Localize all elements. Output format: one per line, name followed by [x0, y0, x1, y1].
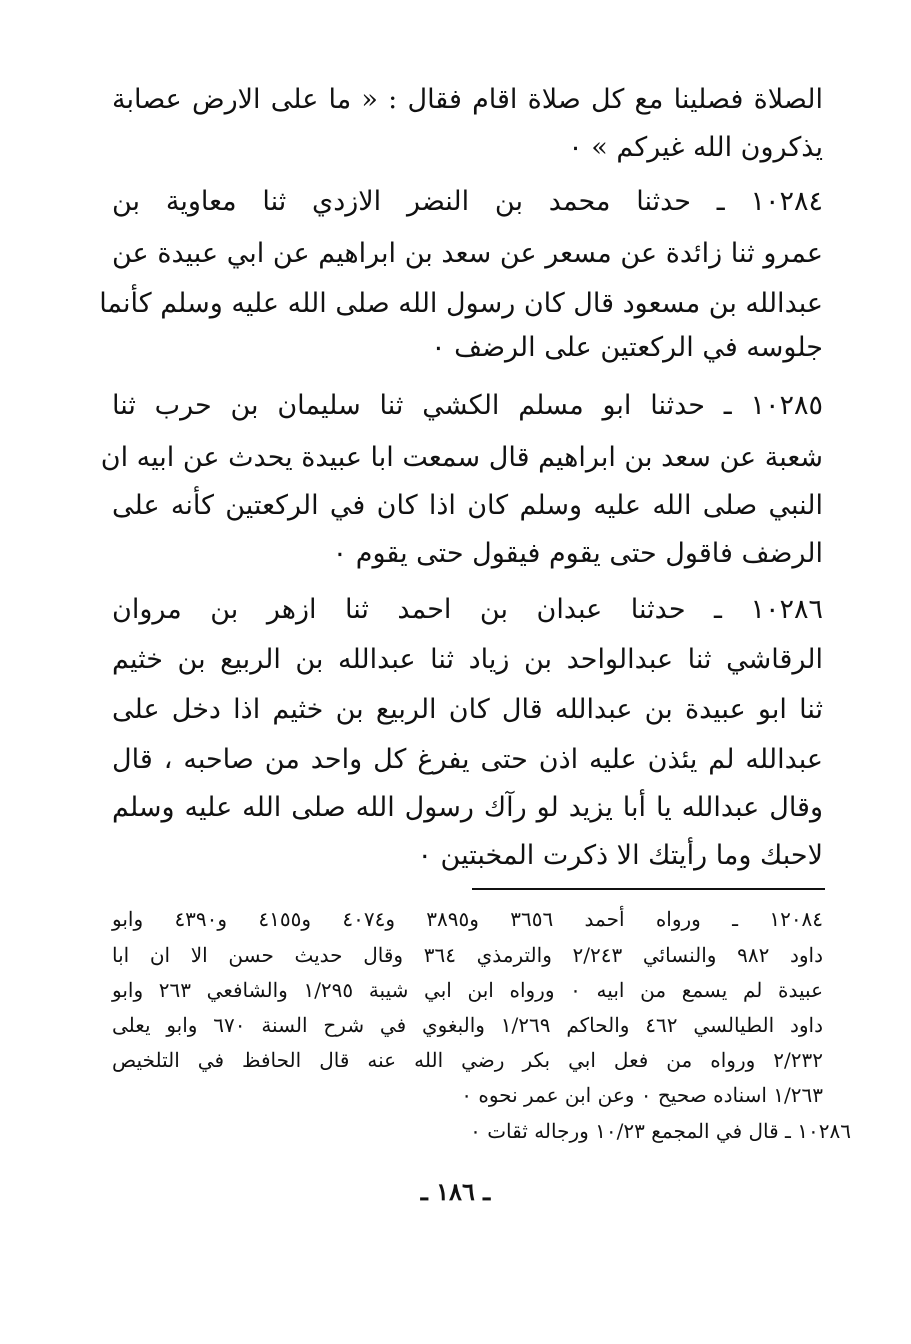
footnote-line: عبيدة لم يسمع من ابيه ٠ ورواه ابن ابي شيبة ١/٢٩٥ والشافعي ٢٦٣ وابو — [112, 978, 823, 1002]
body-line: عبدالله لم يئذن عليه اذن حتى يفرغ كل واحد من صاحبه ، قال — [112, 744, 823, 775]
body-line: الرقاشي ثنا عبدالواحد بن زياد ثنا عبدالله بن الربيع بن خثيم — [112, 644, 823, 675]
footnote-separator — [472, 888, 825, 890]
body-line: وقال عبدالله يا أبا يزيد لو رآك رسول الله صلى الله عليه وسلم — [112, 792, 823, 823]
body-line: عمرو ثنا زائدة عن مسعر عن سعد بن ابراهيم عن ابي عبيدة عن — [112, 238, 823, 269]
footnote-line: داود ٩٨٢ والنسائي ٢/٢٤٣ والترمذي ٣٦٤ وقال حديث حسن الا ان ابا — [112, 943, 823, 967]
hadith-10285-heading: ١٠٢٨٥ ـ حدثنا ابو مسلم الكشي ثنا سليمان بن حرب ثنا — [112, 390, 823, 421]
footnote-line: ١/٢٦٣ اسناده صحيح ٠ وعن ابن عمر نحوه ٠ — [461, 1083, 823, 1107]
hadith-10284-heading: ١٠٢٨٤ ـ حدثنا محمد بن النضر الازدي ثنا معاوية بن — [112, 186, 823, 217]
footnote-line: ١٠٢٨٦ ـ قال في المجمع ١٠/٢٣ ورجاله ثقات ٠ — [470, 1119, 851, 1143]
body-line: لاحبك وما رأيتك الا ذكرت المخبتين ٠ — [417, 840, 823, 871]
body-line: النبي صلى الله عليه وسلم كان اذا كان في الركعتين كأنه على — [112, 490, 823, 521]
hadith-10286-heading: ١٠٢٨٦ ـ حدثنا عبدان بن احمد ثنا ازهر بن مروان — [112, 594, 823, 625]
body-line: شعبة عن سعد بن ابراهيم قال سمعت ابا عبيدة يحدث عن ابيه ان — [100, 442, 823, 473]
page-number: ـ ١٨٦ ـ — [420, 1177, 491, 1206]
body-line: الصلاة فصلينا مع كل صلاة اقام فقال : « ما على الارض عصابة — [112, 84, 823, 115]
body-line: الرضف فاقول حتى يقوم فيقول حتى يقوم ٠ — [332, 538, 823, 569]
body-line: يذكرون الله غيركم » ٠ — [568, 132, 823, 163]
body-line: ثنا ابو عبيدة بن عبدالله قال كان الربيع بن خثيم اذا دخل على — [112, 694, 823, 725]
footnote-line: داود الطيالسي ٤٦٢ والحاكم ١/٢٦٩ والبغوي في شرح السنة ٦٧٠ وابو يعلى — [112, 1013, 823, 1037]
footnote-line: ٢/٢٣٢ ورواه من فعل ابي بكر رضي الله عنه قال الحافظ في التلخيص — [112, 1048, 823, 1072]
body-line: عبدالله بن مسعود قال كان رسول الله صلى الله عليه وسلم كأنما — [99, 288, 823, 319]
footnote-line: ١٢٠٨٤ ـ ورواه أحمد ٣٦٥٦ و٣٨٩٥ و٤٠٧٤ و٤١٥٥ و٤٣٩٠ وابو — [112, 907, 824, 931]
body-line: جلوسه في الركعتين على الرضف ٠ — [431, 332, 823, 363]
